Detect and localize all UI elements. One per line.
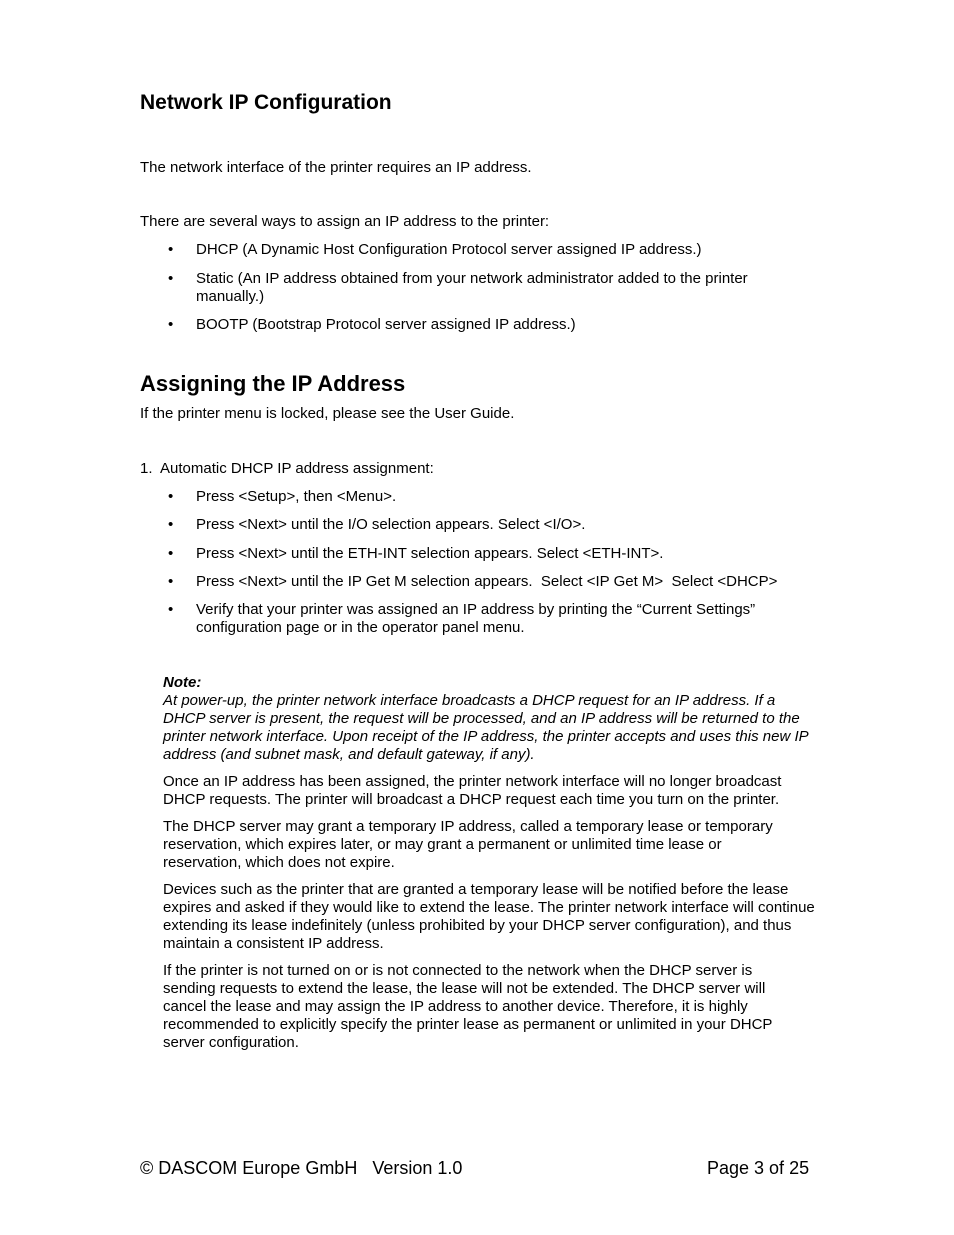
intro-text: The network interface of the printer requires an IP address. <box>140 159 532 176</box>
ways-intro-text: There are several ways to assign an IP address to the printer: <box>140 213 550 230</box>
note-paragraph: Once an IP address has been assigned, the printer network interface will no longer broadcast DHCP requests. The printer will broadcast a DHCP request each time you turn on the printer. <box>163 773 782 808</box>
list-item-text: Verify that your printer was assigned an IP address by printing the “Current Settings” configuration page or in the operator panel menu. <box>196 601 756 636</box>
list-item-text: Press <Next> until the I/O selection appears. Select <I/O>. <box>196 516 586 533</box>
footer-copyright: © DASCOM Europe GmbH Version 1.0 <box>140 1158 463 1178</box>
section-title-assigning-ip: Assigning the IP Address <box>140 371 406 396</box>
step-heading: 1. Automatic DHCP IP address assignment: <box>140 460 434 477</box>
note-label-text: Note: <box>163 674 202 691</box>
bullet-icon: • <box>168 316 174 333</box>
list-item-text: DHCP (A Dynamic Host Configuration Protocol server assigned IP address.) <box>196 241 702 258</box>
note-paragraph: Devices such as the printer that are granted a temporary lease will be notified before the lease expires and asked if they would like to extend the lease. The printer network interface will continue extending its lease indefinitely (unless prohibited by your DHCP server configuration), and thus maintain a consistent IP address. <box>163 881 815 952</box>
bullet-icon: • <box>168 573 174 590</box>
list-item-text: Press <Setup>, then <Menu>. <box>196 488 397 505</box>
section-title-network-ip: Network IP Configuration <box>140 91 392 114</box>
note-italic-text: At power-up, the printer network interface broadcasts a DHCP request for an IP address. If a DHCP server is present, the request will be processed, and an IP address will be returned to the printer network interface. Upon receipt of the IP address, the printer accepts and uses this new IP address (and subnet mask, and default gateway, if any). <box>163 692 809 763</box>
locked-note-text: If the printer menu is locked, please see the User Guide. <box>140 405 515 422</box>
note-paragraph: If the printer is not turned on or is not connected to the network when the DHCP server is sending requests to extend the lease, the lease will not be extended. The DHCP server will cancel the lease and may assign the IP address to another device. Therefore, it is highly recommended to explicitly specify the printer lease as permanent or unlimited in your DHCP server configuration. <box>163 962 773 1051</box>
list-item-text: Press <Next> until the IP Get M selection appears. Select <IP Get M> Select <DHCP> <box>196 573 778 590</box>
bullet-icon: • <box>168 241 174 258</box>
footer-page-number: Page 3 of 25 <box>707 1158 810 1178</box>
list-item-text: Press <Next> until the ETH-INT selection appears. Select <ETH-INT>. <box>196 545 664 562</box>
bullet-icon: • <box>168 270 174 287</box>
bullet-icon: • <box>168 601 174 618</box>
bullet-icon: • <box>168 516 174 533</box>
list-item-text: BOOTP (Bootstrap Protocol server assigned IP address.) <box>196 316 576 333</box>
bullet-icon: • <box>168 545 174 562</box>
note-label <box>163 674 823 692</box>
note-paragraph: The DHCP server may grant a temporary IP address, called a temporary lease or temporary reservation, which expires later, or may grant a permanent or unlimited time lease or reservation, which does not expire. <box>163 818 773 871</box>
list-item-text: Static (An IP address obtained from your network administrator added to the printer manually.) <box>196 270 748 305</box>
bullet-icon: • <box>168 488 174 505</box>
